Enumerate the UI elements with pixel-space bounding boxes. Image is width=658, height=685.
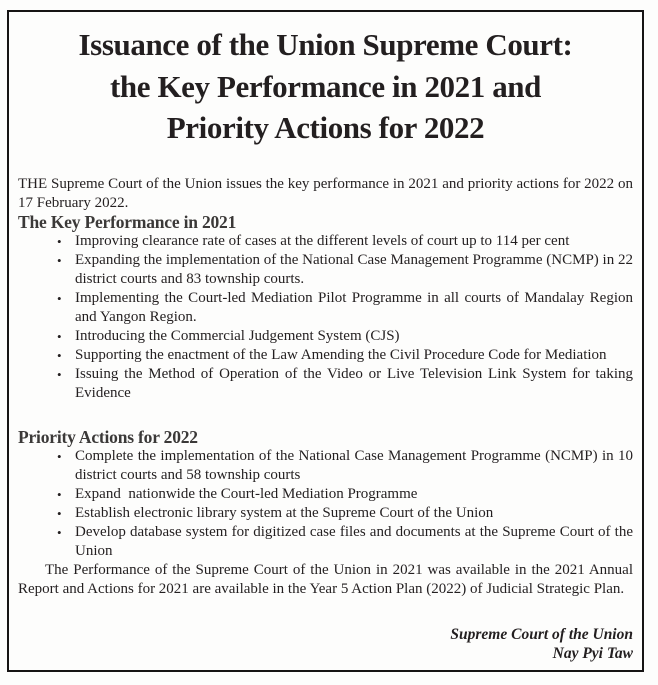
article-frame (7, 10, 644, 672)
list-item (18, 251, 633, 289)
signature-org: Supreme Court of the Union (450, 625, 633, 643)
list-item (18, 346, 633, 365)
article-body (18, 175, 633, 663)
list-item (18, 504, 633, 523)
list-item-text: Develop database system for digitized case files and documents at the Supreme Court of the Union (75, 523, 633, 559)
bullet-icon: • (57, 290, 62, 306)
key-performance-list (18, 232, 633, 403)
section-heading-key-performance: The Key Performance in 2021 (18, 211, 237, 232)
section-heading-priority-actions: Priority Actions for 2022 (18, 426, 198, 447)
list-item-text: Establish electronic library system at the Supreme Court of the Union (75, 504, 494, 521)
bullet-icon: • (57, 252, 62, 268)
list-item (18, 327, 633, 346)
list-item-text: Implementing the Court-led Mediation Pilot Programme in all courts of Mandalay Region and Yangon Region. (75, 289, 633, 325)
list-item-text: Expanding the implementation of the National Case Management Programme (NCMP) in 22 district courts and 83 township courts. (75, 251, 633, 287)
list-item (18, 365, 633, 403)
bullet-icon: • (57, 347, 62, 363)
list-item-text: Improving clearance rate of cases at the different levels of court up to 114 per cent (75, 232, 570, 249)
signature-block (18, 625, 633, 663)
list-item-text: Introducing the Commercial Judgement System (CJS) (75, 327, 400, 344)
closing-paragraph: The Performance of the Supreme Court of the Union in 2021 was available in the 2021 Annual Report and Actions for 2021 are available in the Year 5 Action Plan (2022) of Judicial Strategic Plan. (18, 561, 633, 597)
article-title-line-1: Issuance of the Union Supreme Court: (78, 27, 573, 62)
article-title (18, 24, 633, 149)
list-item (18, 447, 633, 485)
signature-location: Nay Pyi Taw (552, 644, 633, 662)
article-title-line-2: the Key Performance in 2021 and (109, 68, 541, 104)
list-item-text: Issuing the Method of Operation of the Video or Live Television Link System for taking Evidence (75, 365, 633, 401)
article-title-line-3: Priority Actions for 2022 (166, 110, 485, 145)
bullet-icon: • (57, 448, 62, 464)
list-item (18, 289, 633, 327)
bullet-icon: • (57, 328, 62, 344)
priority-actions-list (18, 447, 633, 561)
list-item (18, 485, 633, 504)
bullet-icon: • (57, 486, 62, 502)
bullet-icon: • (57, 524, 62, 540)
list-item-text: Supporting the enactment of the Law Amending the Civil Procedure Code for Mediation (75, 346, 607, 363)
intro-paragraph: THE Supreme Court of the Union issues the key performance in 2021 and priority actions for 2022 on 17 February 2022. (18, 175, 633, 211)
list-item-text: Complete the implementation of the National Case Management Programme (NCMP) in 10 district courts and 58 township courts (75, 447, 633, 483)
bullet-icon: • (57, 233, 62, 249)
bullet-icon: • (57, 505, 62, 521)
list-item-text: Expand nationwide the Court-led Mediation Programme (75, 485, 418, 502)
list-item (18, 523, 633, 561)
bullet-icon: • (57, 366, 62, 382)
list-item (18, 232, 633, 251)
